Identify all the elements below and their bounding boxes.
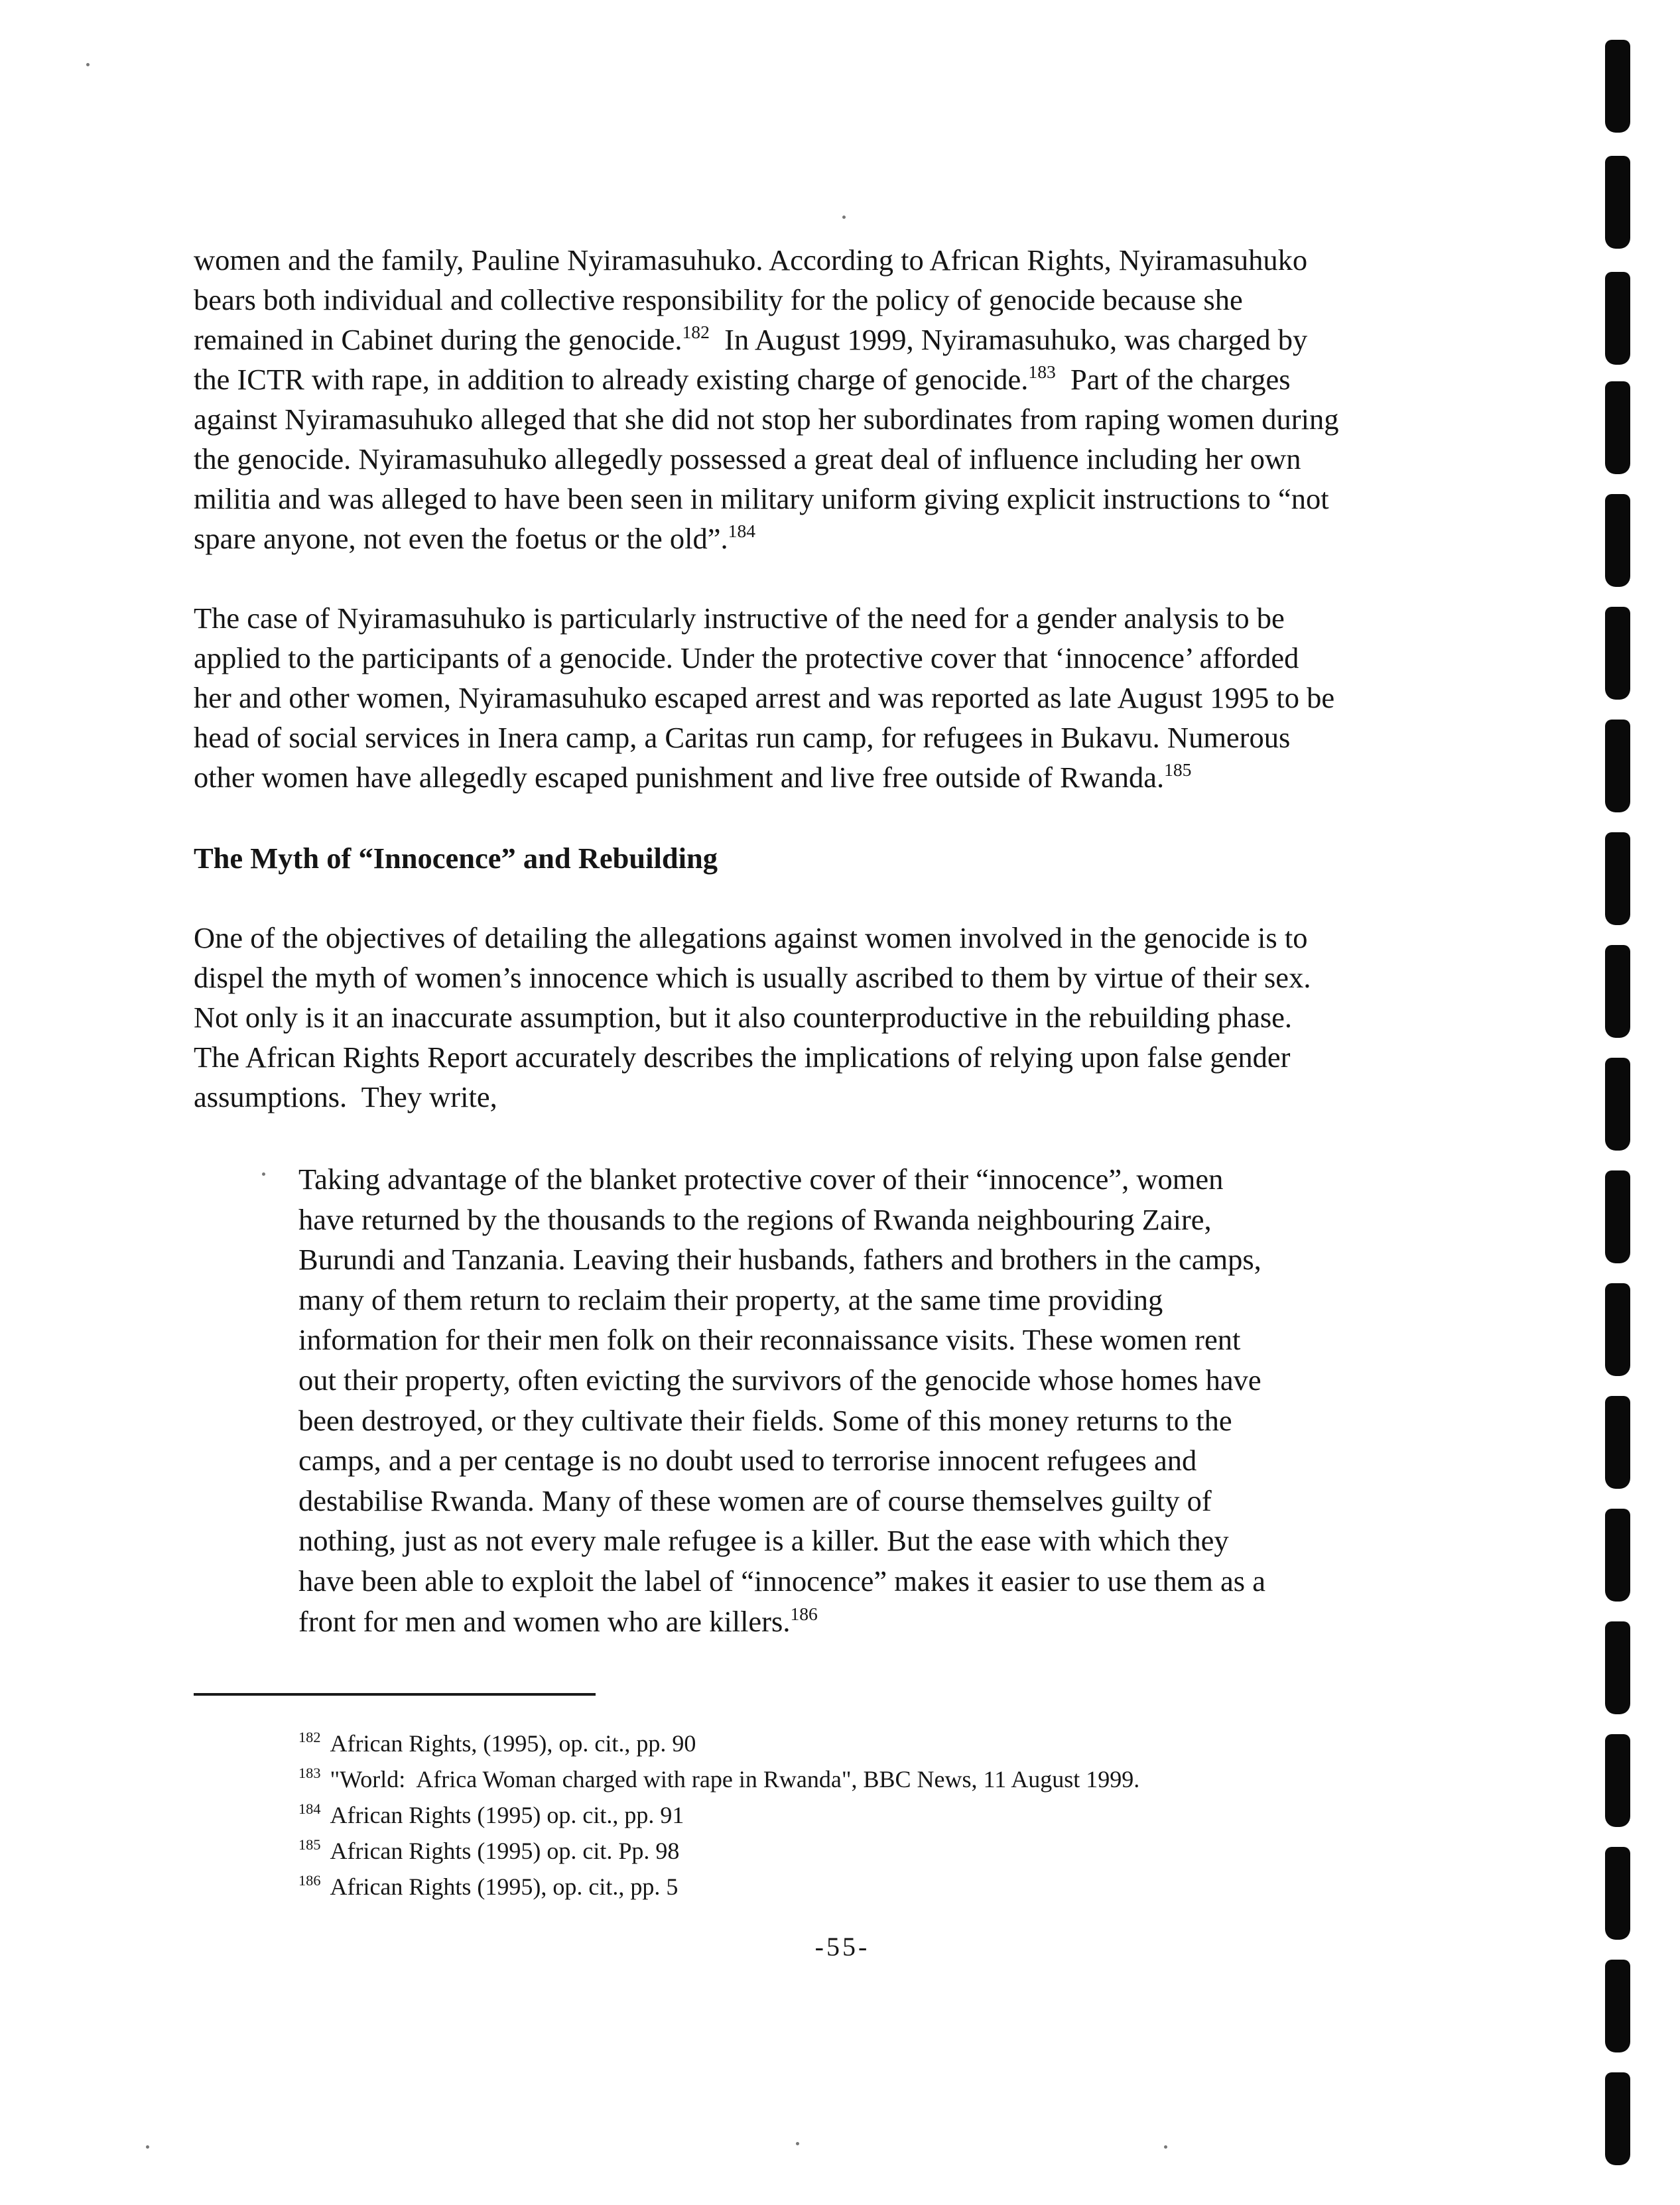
quote-line: information for their men folk on their reconnaissance visits. These women rent	[298, 1323, 1241, 1357]
scan-speck	[1164, 2145, 1167, 2149]
binding-hole-mark	[1605, 156, 1630, 249]
binding-hole-mark	[1605, 1960, 1630, 2052]
quote-line: front for men and women who are killers.$^{186}$	[298, 1603, 818, 1638]
footnote-186: $^{186}$ African Rights (1995), op. cit., pp. 5	[298, 1872, 678, 1900]
text-line: assumptions. They write,	[194, 1080, 497, 1113]
quote-line: been destroyed, or they cultivate their fields. Some of this money returns to the	[298, 1403, 1232, 1437]
page-number: -55-	[814, 1932, 870, 1962]
footnote-183: $^{183}$ "World: Africa Woman charged with rape in Rwanda", BBC News, 11 August 1999.	[298, 1765, 1140, 1793]
block-quote	[298, 1159, 1466, 1641]
footnote-185: $^{185}$ African Rights (1995) op. cit. Pp. 98	[298, 1836, 680, 1864]
text-line: The case of Nyiramasuhuko is particularly instructive of the need for a gender analysis to be	[194, 601, 1285, 635]
text-line: Not only is it an inaccurate assumption, but it also counterproductive in the rebuilding phase.	[194, 1001, 1293, 1034]
quote-line: nothing, just as not every male refugee is a killer. But the ease with which they	[298, 1524, 1229, 1558]
quote-line: have returned by the thousands to the regions of Rwanda neighbouring Zaire,	[298, 1202, 1212, 1236]
binding-hole-mark	[1605, 607, 1630, 700]
text-line: applied to the participants of a genocide. Under the protective cover that ‘innocence’ afforded	[194, 641, 1299, 674]
text-line: the genocide. Nyiramasuhuko allegedly possessed a great deal of influence including her own	[194, 442, 1301, 475]
body-paragraph-1	[194, 240, 1494, 558]
binding-hole-mark	[1605, 381, 1630, 474]
section-heading: The Myth of “Innocence” and Rebuilding	[194, 842, 718, 875]
text-line: The African Rights Report accurately describes the implications of relying upon false gender	[194, 1040, 1291, 1074]
quote-line: destabilise Rwanda. Many of these women are of course themselves guilty of	[298, 1483, 1212, 1517]
binding-hole-mark	[1605, 1847, 1630, 1940]
footnote-ref-183: 183	[1028, 361, 1056, 382]
footnote-182: $^{182}$ African Rights, (1995), op. cit., pp. 90	[298, 1729, 696, 1757]
footnote-ref-184: 184	[728, 520, 756, 541]
body-paragraph-2	[194, 598, 1494, 797]
quote-line: camps, and a per centage is no doubt used to terrorise innocent refugees and	[298, 1444, 1197, 1478]
binding-hole-mark	[1605, 1734, 1630, 1827]
quote-line: out their property, often evicting the survivors of the genocide whose homes have	[298, 1363, 1261, 1397]
binding-hole-mark	[1605, 272, 1630, 365]
binding-hole-mark	[1605, 2072, 1630, 2165]
scan-speck	[262, 1172, 265, 1176]
text-line: dispel the myth of women’s innocence which is usually ascribed to them by virtue of their sex.	[194, 961, 1311, 994]
quote-line: Burundi and Tanzania. Leaving their husbands, fathers and brothers in the camps,	[298, 1243, 1261, 1277]
binding-hole-mark	[1605, 945, 1630, 1038]
footnote-ref-185: 185	[1164, 759, 1192, 780]
scan-speck	[796, 2142, 799, 2145]
binding-hole-mark	[1605, 1621, 1630, 1714]
footnote-separator	[194, 1693, 596, 1696]
binding-hole-mark	[1605, 832, 1630, 925]
text-line: her and other women, Nyiramasuhuko escaped arrest and was reported as late August 1995 to be	[194, 681, 1335, 714]
binding-hole-mark	[1605, 1170, 1630, 1263]
text-line: against Nyiramasuhuko alleged that she did not stop her subordinates from raping women during	[194, 403, 1339, 436]
quote-line: many of them return to reclaim their property, at the same time providing	[298, 1283, 1163, 1316]
binding-hole-mark	[1605, 1283, 1630, 1376]
text-line: head of social services in Inera camp, a Caritas run camp, for refugees in Bukavu. Numerous	[194, 721, 1291, 754]
quote-line: have been able to exploit the label of “innocence” makes it easier to use them as a	[298, 1564, 1266, 1598]
scan-speck	[146, 2145, 149, 2149]
quote-line: Taking advantage of the blanket protective cover of their “innocence”, women	[298, 1163, 1224, 1196]
text-line: One of the objectives of detailing the allegations against women involved in the genocide is to	[194, 921, 1308, 954]
text-line: spare anyone, not even the foetus or the old”.$^{184}$	[194, 520, 756, 555]
text-line: bears both individual and collective responsibility for the policy of genocide because she	[194, 283, 1243, 316]
binding-hole-mark	[1605, 1509, 1630, 1602]
body-paragraph-3	[194, 918, 1494, 1117]
footnote-184: $^{184}$ African Rights (1995) op. cit., pp. 91	[298, 1800, 684, 1828]
footnotes	[298, 1726, 1139, 1905]
text-line: militia and was alleged to have been seen in military uniform giving explicit instructions to “not	[194, 482, 1329, 515]
binding-hole-mark	[1605, 1396, 1630, 1489]
binding-hole-mark	[1605, 40, 1630, 133]
scan-speck	[842, 216, 846, 219]
binding-hole-mark	[1605, 1058, 1630, 1151]
binding-hole-mark	[1605, 720, 1630, 812]
text-line: other women have allegedly escaped punishment and live free outside of Rwanda.$^{185}$	[194, 759, 1192, 794]
text-line: women and the family, Pauline Nyiramasuhuko. According to African Rights, Nyiramasuhuko	[194, 243, 1308, 277]
text-line: the ICTR with rape, in addition to already existing charge of genocide.$^{183}$ Part of the charges	[194, 361, 1291, 396]
binding-hole-mark	[1605, 494, 1630, 587]
footnote-ref-182: 182	[682, 321, 710, 342]
footnote-ref-186: 186	[790, 1603, 818, 1624]
text-line: remained in Cabinet during the genocide.$^{182}$ In August 1999, Nyiramasuhuko, was charged by	[194, 321, 1308, 356]
scan-speck	[86, 63, 90, 66]
